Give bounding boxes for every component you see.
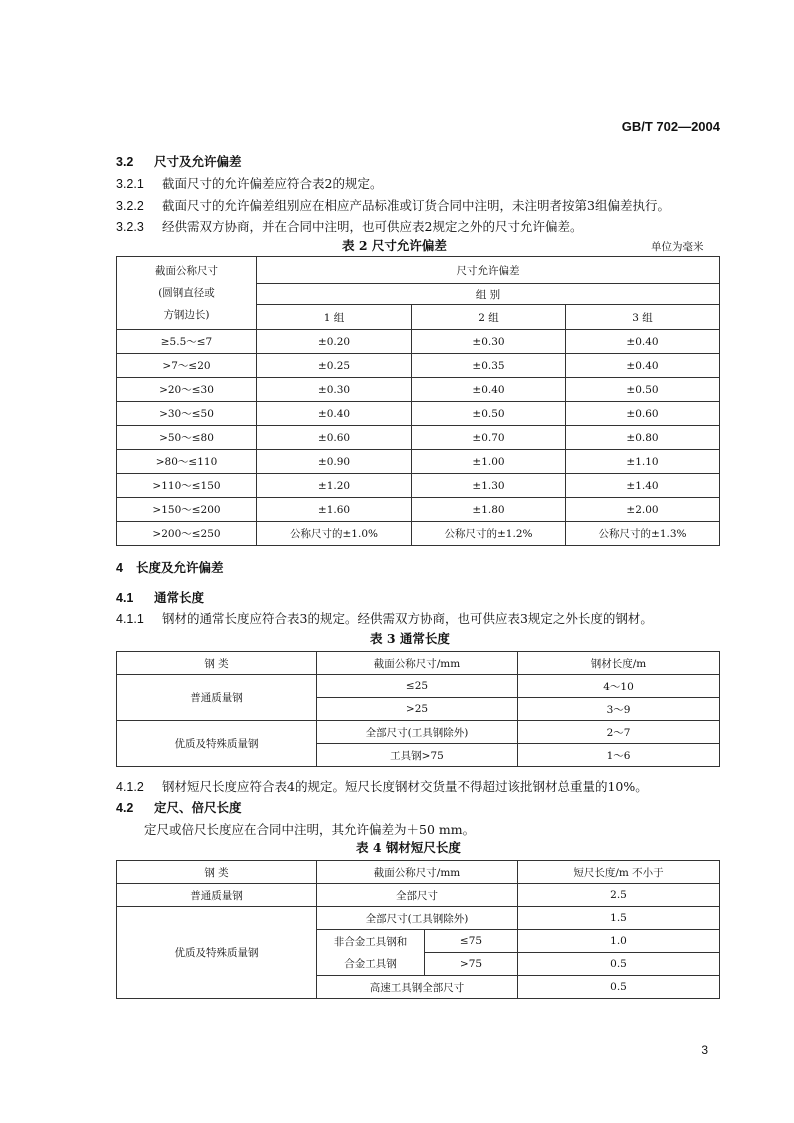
table2-group-header: 组 别: [257, 284, 720, 305]
table2-size-cell: >7～≤20: [117, 354, 257, 378]
table4-caption: 表 4 钢材短尺长度: [356, 840, 461, 855]
table3-header-length: 钢材长度/m: [518, 652, 720, 675]
table-row: [117, 884, 720, 907]
table3-cell: >25: [317, 698, 518, 721]
table2-cell: ±0.60: [566, 402, 720, 426]
table2-cell: ±0.50: [412, 402, 566, 426]
table2-caption: 表 2 尺寸允许偏差: [342, 238, 447, 253]
table3-header-size: 截面公称尺寸/mm: [317, 652, 518, 675]
table2-group-3: 3 组: [566, 305, 720, 330]
table3-cell: 工具钢>75: [317, 744, 518, 767]
table4-cell: 全部尺寸(工具钢除外): [317, 907, 518, 930]
table2-size-cell: >80～≤110: [117, 450, 257, 474]
table2-cell: 公称尺寸的±1.0%: [257, 522, 412, 546]
table2-cell: ±1.00: [412, 450, 566, 474]
para-3-2-1: 3.2.1 截面尺寸的允许偏差应符合表2的规定。: [116, 176, 383, 191]
table-row: [117, 450, 720, 474]
table-row: [117, 721, 720, 744]
table2-size-cell: >50～≤80: [117, 426, 257, 450]
table3-caption: 表 3 通常长度: [370, 631, 450, 646]
table4-cell: 全部尺寸: [317, 884, 518, 907]
para-4-1-1: 4.1.1 钢材的通常长度应符合表3的规定。经供需双方协商，也可供应表3规定之外长度的钢材。: [116, 611, 653, 626]
section-3-2-heading: 3.2 尺寸及允许偏差: [116, 154, 242, 169]
table2-size-header: 截面公称尺寸 (圆钢直径或 方钢边长): [117, 257, 257, 330]
table-row: [117, 675, 720, 698]
table2-unit: 单位为毫米: [651, 241, 704, 253]
standard-number: GB/T 702—2004: [621, 119, 720, 134]
table4-cell: 1.5: [518, 907, 720, 930]
table2-cell: ±0.70: [412, 426, 566, 450]
table2-group-1: 1 组: [257, 305, 412, 330]
table2-cell: ±1.30: [412, 474, 566, 498]
table4-cell: 2.5: [518, 884, 720, 907]
table-row: [117, 426, 720, 450]
table-row: [117, 474, 720, 498]
table2-cell: ±0.30: [412, 330, 566, 354]
table3-cell: 1～6: [518, 744, 720, 767]
table2-size-cell: >30～≤50: [117, 402, 257, 426]
table2-cell: ±0.50: [566, 378, 720, 402]
table2-cell: ±0.80: [566, 426, 720, 450]
table-row: [117, 330, 720, 354]
table-4: [116, 860, 720, 999]
table2-size-cell: >110～≤150: [117, 474, 257, 498]
table2-cell: ±1.80: [412, 498, 566, 522]
table4-cell: >75: [425, 953, 518, 976]
table2-cell: ±0.40: [566, 330, 720, 354]
table2-cell: ±0.20: [257, 330, 412, 354]
table2-cell: ±0.30: [257, 378, 412, 402]
table4-cell: 1.0: [518, 930, 720, 953]
table-2: [116, 256, 720, 546]
table2-group-2: 2 组: [412, 305, 566, 330]
section-4-2-heading: 4.2 定尺、倍尺长度: [116, 800, 242, 815]
table2-cell: ±0.40: [412, 378, 566, 402]
table4-header-size: 截面公称尺寸/mm: [317, 861, 518, 884]
table2-cell: ±1.10: [566, 450, 720, 474]
table4-type-cell: 普通质量钢: [117, 884, 317, 907]
table2-cell: ±1.60: [257, 498, 412, 522]
table2-cell: 公称尺寸的±1.3%: [566, 522, 720, 546]
section-4-heading: 4 长度及允许偏差: [116, 560, 224, 575]
para-3-2-2: 3.2.2 截面尺寸的允许偏差组别应在相应产品标准或订货合同中注明，未注明者按第3组偏差执行。: [116, 198, 670, 213]
table3-type-cell: 优质及特殊质量钢: [117, 721, 317, 767]
para-3-2-3: 3.2.3 经供需双方协商，并在合同中注明，也可供应表2规定之外的尺寸允许偏差。: [116, 219, 583, 234]
table3-cell: 2～7: [518, 721, 720, 744]
table4-cell: 高速工具钢全部尺寸: [317, 976, 518, 999]
table2-size-cell: >200～≤250: [117, 522, 257, 546]
table-row: [117, 498, 720, 522]
table2-cell: 公称尺寸的±1.2%: [412, 522, 566, 546]
table3-type-cell: 普通质量钢: [117, 675, 317, 721]
table2-cell: ±2.00: [566, 498, 720, 522]
table2-cell: ±0.35: [412, 354, 566, 378]
table3-cell: 全部尺寸(工具钢除外): [317, 721, 518, 744]
table2-cell: ±1.20: [257, 474, 412, 498]
table3-header-type: 钢 类: [117, 652, 317, 675]
table2-size-cell: >150～≤200: [117, 498, 257, 522]
page-number: 3: [701, 1043, 708, 1057]
table-row: [117, 354, 720, 378]
table2-tolerance-header: 尺寸允许偏差: [257, 257, 720, 284]
table2-cell: ±0.90: [257, 450, 412, 474]
table4-header-length: 短尺长度/m 不小于: [518, 861, 720, 884]
table2-size-cell: >20～≤30: [117, 378, 257, 402]
section-4-1-heading: 4.1 通常长度: [116, 590, 205, 605]
para-4-1-2: 4.1.2 钢材短尺长度应符合表4的规定。短尺长度钢材交货量不得超过该批钢材总重量的10%。: [116, 779, 648, 794]
table2-cell: ±0.40: [257, 402, 412, 426]
table3-cell: ≤25: [317, 675, 518, 698]
table2-cell: ±0.25: [257, 354, 412, 378]
table3-cell: 3～9: [518, 698, 720, 721]
table4-cell: 0.5: [518, 976, 720, 999]
table2-cell: ±1.40: [566, 474, 720, 498]
table2-cell: ±0.60: [257, 426, 412, 450]
table4-cell: ≤75: [425, 930, 518, 953]
table2-size-cell: ≥5.5～≤7: [117, 330, 257, 354]
table4-tool-steel-label: 非合金工具钢和 合金工具钢: [317, 930, 425, 976]
table-row: [117, 522, 720, 546]
table4-type-cell: 优质及特殊质量钢: [117, 907, 317, 999]
table2-cell: ±0.40: [566, 354, 720, 378]
para-4-2: 定尺或倍尺长度应在合同中注明，其允许偏差为＋50 mm。: [144, 822, 476, 837]
table-row: [117, 907, 720, 930]
table-row: [117, 402, 720, 426]
table4-header-type: 钢 类: [117, 861, 317, 884]
table3-cell: 4～10: [518, 675, 720, 698]
table-row: [117, 378, 720, 402]
table4-cell: 0.5: [518, 953, 720, 976]
table-3: [116, 651, 720, 767]
